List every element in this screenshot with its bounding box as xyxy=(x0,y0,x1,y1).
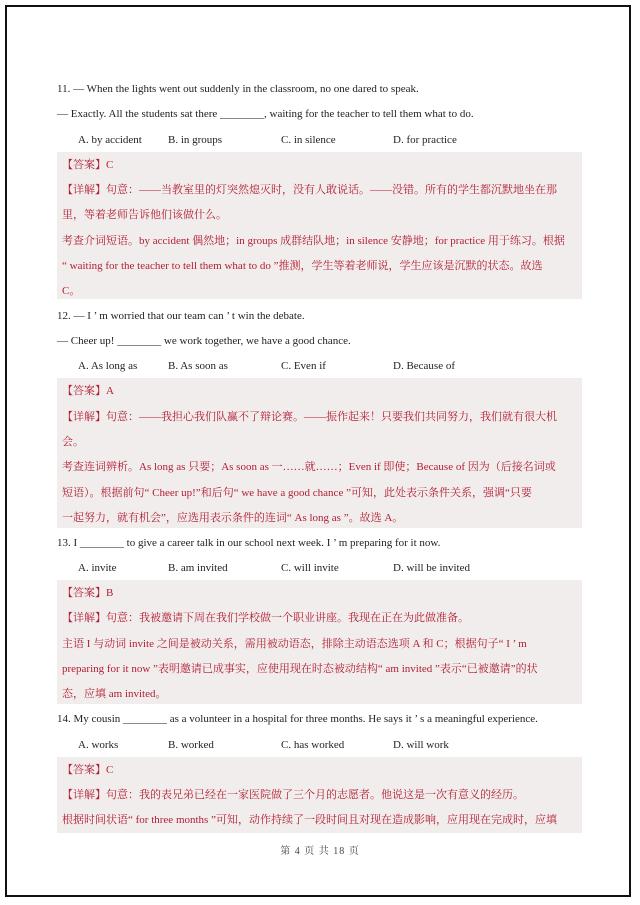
q14-answer: 【答案】C xyxy=(62,764,114,776)
q14-expl-2: 根据时间状语“ for three months ”可知，动作持续了一段时间且对现在造成影响，应用现在完成时，应填 xyxy=(62,814,557,826)
q11-answer: 【答案】C xyxy=(62,159,114,171)
q11-answer-box xyxy=(57,152,582,299)
q12-option-b: B. As soon as xyxy=(168,360,228,372)
q12-expl-3: 考查连词辨析。As long as 只要；As soon as 一……就……；Even if 即使；Because of 因为（后接名词或 xyxy=(62,461,556,473)
q12-expl-5: 一起努力，就有机会”，应选用表示条件的连词“ As long as ”。故选 A。 xyxy=(62,512,404,524)
q13-expl-3: preparing for it now ”表明邀请已成事实，应使用现在时态被动结构“ am invited ”表示“已被邀请”的状 xyxy=(62,663,538,675)
page-footer: 第 4 页 共 18 页 xyxy=(280,846,360,857)
q12-answer: 【答案】A xyxy=(62,385,114,397)
q11-option-a: A. by accident xyxy=(78,134,142,146)
q14-option-c: C. has worked xyxy=(281,739,345,751)
q14-expl-1: 【详解】句意：我的表兄弟已经在一家医院做了三个月的志愿者。他说这是一次有意义的经历。 xyxy=(62,789,524,801)
q12-answer-box xyxy=(57,378,582,528)
q12-expl-4: 短语）。根据前句“ Cheer up!”和后句“ we have a good chance ”可知，此处表示条件关系，强调“只要 xyxy=(62,487,532,499)
q11-question: 11. — When the lights went out suddenly in the classroom, no one dared to speak. xyxy=(57,83,419,95)
q13-answer: 【答案】B xyxy=(62,587,114,599)
q11-expl-4: “ waiting for the teacher to tell them what to do ”推测，学生等着老师说，学生应该是沉默的状态。故选 xyxy=(62,260,543,272)
q11-option-c: C. in silence xyxy=(281,134,336,146)
q12-question: 12. — I ’ m worried that our team can ’ t win the debate. xyxy=(57,310,305,322)
q13-question: 13. I ________ to give a career talk in our school next week. I ’ m preparing for it now. xyxy=(57,537,441,549)
q11-expl-1: 【详解】句意：——当教室里的灯突然熄灭时，没有人敢说话。——没错。所有的学生都沉默地坐在那 xyxy=(62,184,557,196)
q12-answer-line: — Cheer up! ________ we work together, we have a good chance. xyxy=(57,335,351,347)
q12-expl-1: 【详解】句意：——我担心我们队赢不了辩论赛。——振作起来！只要我们共同努力，我们就有很大机 xyxy=(62,411,557,423)
q13-option-b: B. am invited xyxy=(168,562,228,574)
q14-question: 14. My cousin ________ as a volunteer in a hospital for three months. He says it ’ s a meaningful experience. xyxy=(57,713,538,725)
q13-option-a: A. invite xyxy=(78,562,117,574)
q11-expl-5: C。 xyxy=(62,285,81,297)
q11-option-d: D. for practice xyxy=(393,134,457,146)
q13-expl-1: 【详解】句意：我被邀请下周在我们学校做一个职业讲座。我现在正在为此做准备。 xyxy=(62,612,469,624)
q13-option-d: D. will be invited xyxy=(393,562,470,574)
q11-answer-line: — Exactly. All the students sat there ________, waiting for the teacher to tell them what to do. xyxy=(57,108,474,120)
q12-option-c: C. Even if xyxy=(281,360,326,372)
q11-expl-3: 考查介词短语。by accident 偶然地；in groups 成群结队地；in silence 安静地；for practice 用于练习。根据 xyxy=(62,235,565,247)
q12-option-d: D. Because of xyxy=(393,360,456,372)
q13-option-c: C. will invite xyxy=(281,562,339,574)
q12-option-a: A. As long as xyxy=(78,360,138,372)
q14-option-a: A. works xyxy=(78,739,119,751)
q11-option-b: B. in groups xyxy=(168,134,223,146)
q13-expl-2: 主语 I 与动词 invite 之间是被动关系，需用被动语态，排除主动语态选项 A 和 C；根据句子“ I ’ m xyxy=(62,638,527,650)
q14-option-b: B. worked xyxy=(168,739,214,751)
q12-expl-2: 会。 xyxy=(62,436,84,448)
q13-expl-4: 态，应填 am invited。 xyxy=(62,688,167,700)
q11-expl-2: 里，等着老师告诉他们该做什么。 xyxy=(62,209,227,221)
q14-option-d: D. will work xyxy=(393,739,449,751)
